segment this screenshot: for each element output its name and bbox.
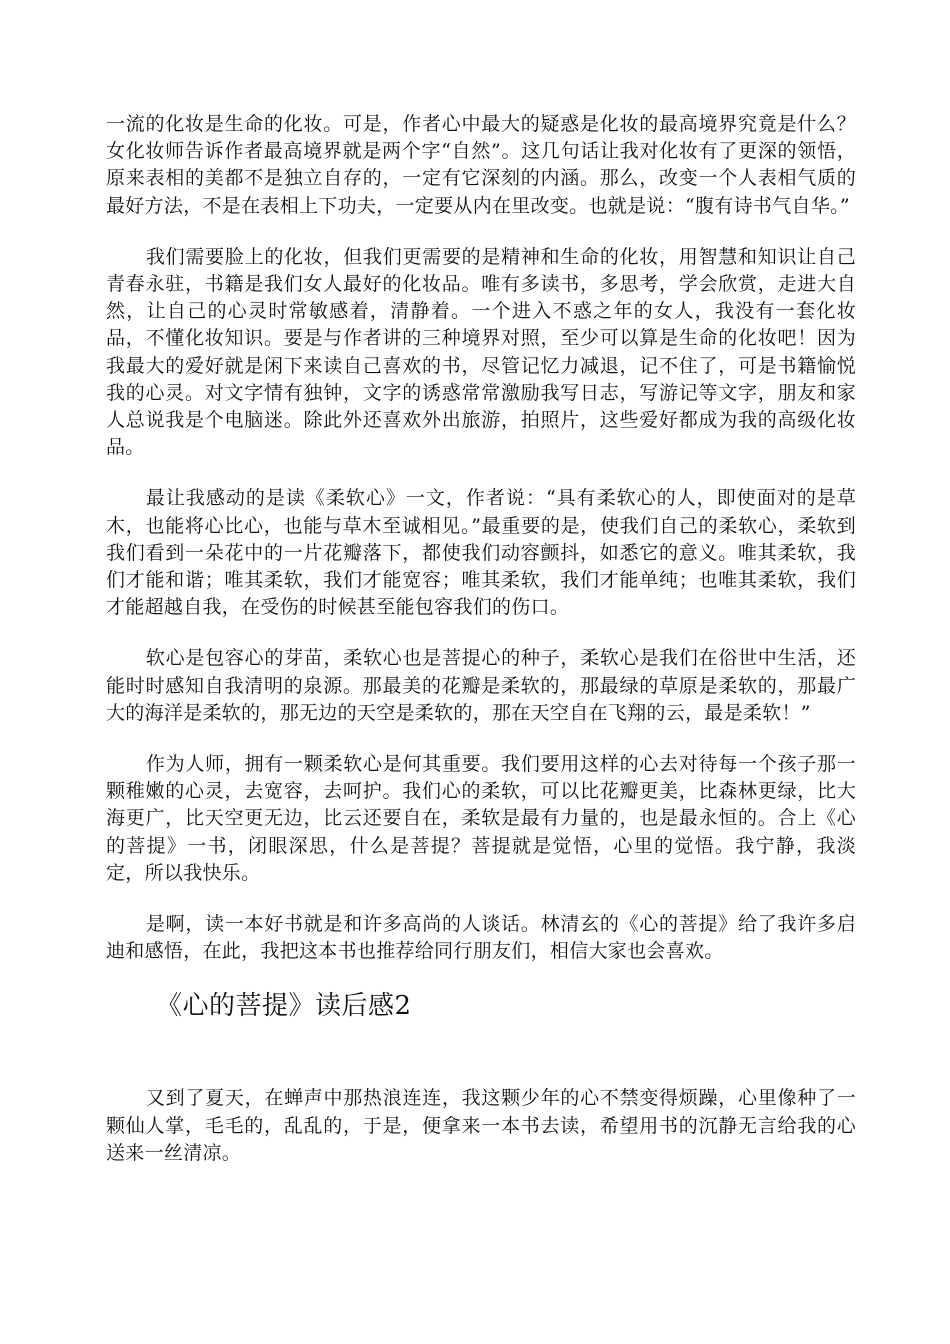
paragraph-7: 又到了夏天，在蝉声中那热浪连连，我这颗少年的心不禁变得烦躁，心里像种了一颗仙人掌，毛毛的，乱乱的，于是，便拿来一本书去读，希望用书的沉静无言给我的心送来一丝清凉。 — [106, 1087, 856, 1164]
paragraph-2: 我们需要脸上的化妆，但我们更需要的是精神和生命的化妆，用智慧和知识让自己青春永驻，书籍是我们女人最好的化妆品。唯有多读书，多思考，学会欣赏，走进大自然，让自己的心灵时常敏感着，清静着。一个进入不惑之年的女人，我没有一套化妆品，不懂化妆知识。要是与作者讲的三种境界对照，至少可以算是生命的化妆吧！因为我最大的爱好就是闲下来读自己喜欢的书，尽管记忆力减退，记不住了，可是书籍愉悦我的心灵。对文字情有独钟，文字的诱惑常常激励我写日志，写游记等文字，朋友和家人总说我是个电脑迷。除此外还喜欢外出旅游，拍照片，这些爱好都成为我的高级化妆品。 — [106, 245, 856, 459]
paragraph-5: 作为人师，拥有一颗柔软心是何其重要。我们要用这样的心去对待每一个孩子那一颗稚嫩的心灵，去宽容，去呵护。我们心的柔软，可以比花瓣更美，比森林更绿，比大海更广，比天空更无边，比云还要自在，柔软是最有力量的，也是最永恒的。合上《心的菩提》一书，闭眼深思，什么是菩提？菩提就是觉悟，心里的觉悟。我宁静，我淡定，所以我快乐。 — [106, 753, 856, 884]
section-heading: 《心的菩提》读后感2 — [156, 991, 412, 1022]
document-page — [106, 111, 856, 1191]
paragraph-4: 软心是包容心的芽苗，柔软心也是菩提心的种子，柔软心是我们在俗世中生活，还能时时感知自我清明的泉源。那最美的花瓣是柔软的，那最绿的草原是柔软的，那最广大的海洋是柔软的，那无边的天空是柔软的，那在天空自在飞翔的云，最是柔软！” — [106, 647, 856, 724]
paragraph-6: 是啊，读一本好书就是和许多高尚的人谈话。林清玄的《心的菩提》给了我许多启迪和感悟，在此，我把这本书也推荐给同行朋友们，相信大家也会喜欢。 — [106, 913, 856, 963]
paragraph-1: 一流的化妆是生命的化妆。可是，作者心中最大的疑惑是化妆的最高境界究竟是什么？女化妆师告诉作者最高境界就是两个字“自然”。这几句话让我对化妆有了更深的领悟，原来表相的美都不是独立自存的，一定有它深刻的内涵。那么，改变一个人表相气质的最好方法，不是在表相上下功夫，一定要从内在里改变。也就是说：“腹有诗书气自华。” — [106, 113, 856, 217]
paragraph-3: 最让我感动的是读《柔软心》一文，作者说：“具有柔软心的人，即使面对的是草木，也能将心比心，也能与草木至诚相见。”最重要的是，使我们自己的柔软心，柔软到我们看到一朵花中的一片花瓣落下，都使我们动容颤抖，如悉它的意义。唯其柔软，我们才能和谐；唯其柔软，我们才能宽容；唯其柔软，我们才能单纯；也唯其柔软，我们才能超越自我，在受伤的时候甚至能包容我们的伤口。 — [106, 487, 856, 619]
